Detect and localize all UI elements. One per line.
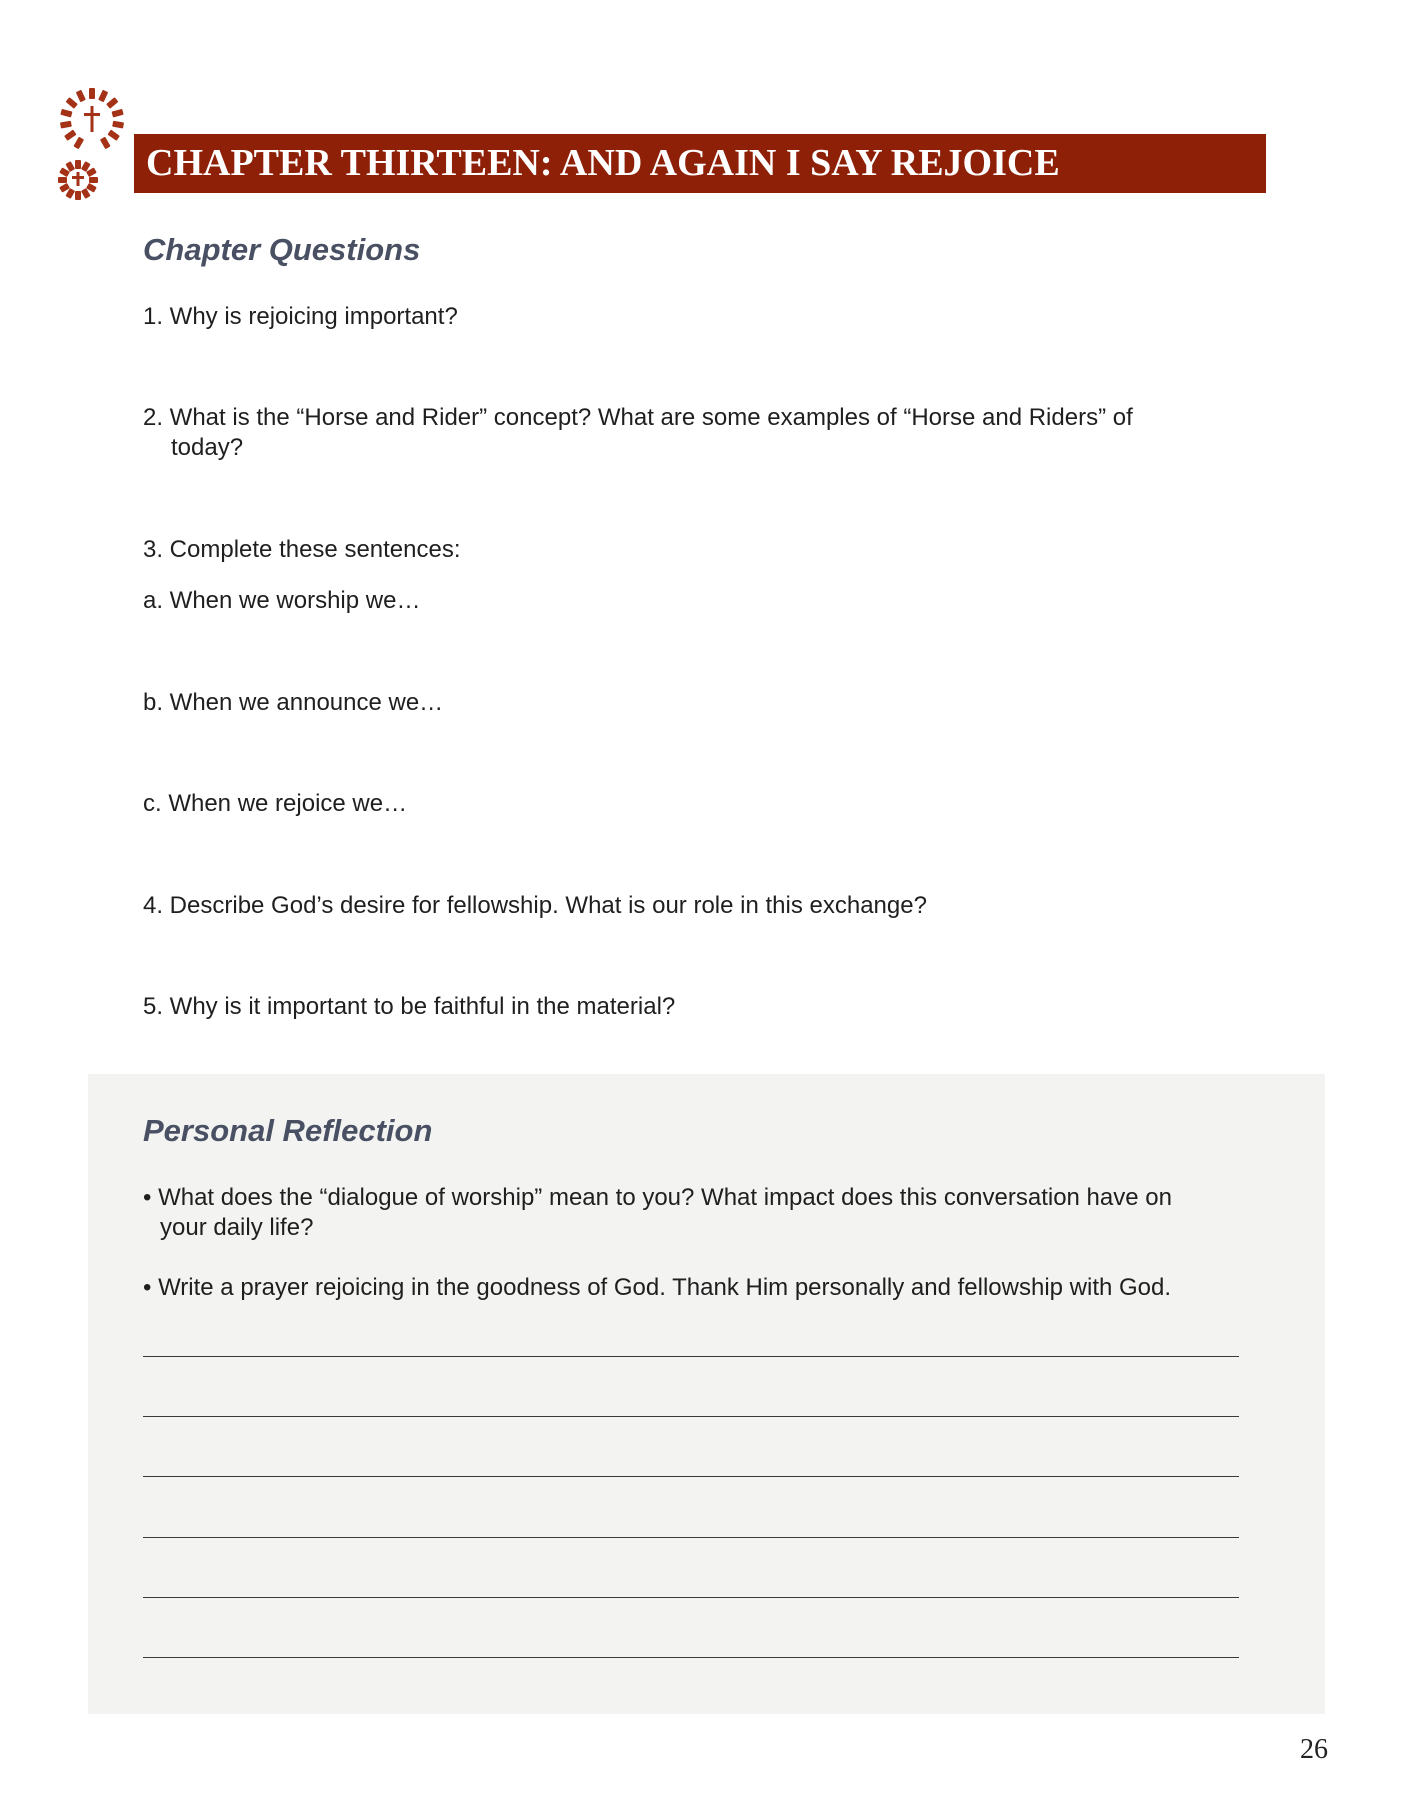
bullet-text: • Write a prayer rejoicing in the goodness of God. Thank Him personally and fellowship with God.: [143, 1274, 1172, 1301]
question-text: b. When we announce we…: [143, 689, 444, 716]
reflection-bullet-1: [143, 1183, 1263, 1243]
writing-line[interactable]: [143, 1476, 1239, 1477]
personal-reflection-panel: [88, 1074, 1325, 1714]
question-text: 1. Why is rejoicing important?: [143, 303, 458, 330]
question-4: [143, 891, 1223, 921]
writing-line[interactable]: [143, 1537, 1239, 1538]
writing-line[interactable]: [143, 1657, 1239, 1658]
question-3c: [143, 789, 1223, 819]
question-5: [143, 992, 1223, 1022]
bullet-text-continued: your daily life?: [160, 1214, 314, 1241]
reflection-bullet-2: [143, 1273, 1263, 1303]
chapter-questions-heading: Chapter Questions: [143, 232, 421, 267]
question-text: 5. Why is it important to be faithful in the material?: [143, 993, 676, 1020]
writing-line[interactable]: [143, 1356, 1239, 1357]
writing-line[interactable]: [143, 1597, 1239, 1598]
question-text: 3. Complete these sentences:: [143, 536, 461, 563]
question-text: 4. Describe God’s desire for fellowship. What is our role in this exchange?: [143, 892, 927, 919]
writing-line[interactable]: [143, 1416, 1239, 1417]
question-text: a. When we worship we…: [143, 587, 421, 614]
question-3a: [143, 586, 1223, 616]
footprint-cross-icon: [56, 82, 126, 202]
question-3: [143, 535, 1223, 565]
question-3b: [143, 688, 1223, 718]
question-1: [143, 302, 1223, 332]
personal-reflection-heading: Personal Reflection: [143, 1113, 433, 1148]
question-text: c. When we rejoice we…: [143, 790, 408, 817]
page-number: 26: [1300, 1734, 1328, 1765]
question-text-continued: today?: [171, 434, 244, 461]
question-text: 2. What is the “Horse and Rider” concept? What are some examples of “Horse and Riders” of: [143, 404, 1133, 431]
bullet-text: • What does the “dialogue of worship” mean to you? What impact does this conversation have on: [143, 1184, 1172, 1211]
chapter-title: CHAPTER THIRTEEN: AND AGAIN I SAY REJOICE: [134, 134, 1266, 193]
question-2: [143, 403, 1223, 463]
